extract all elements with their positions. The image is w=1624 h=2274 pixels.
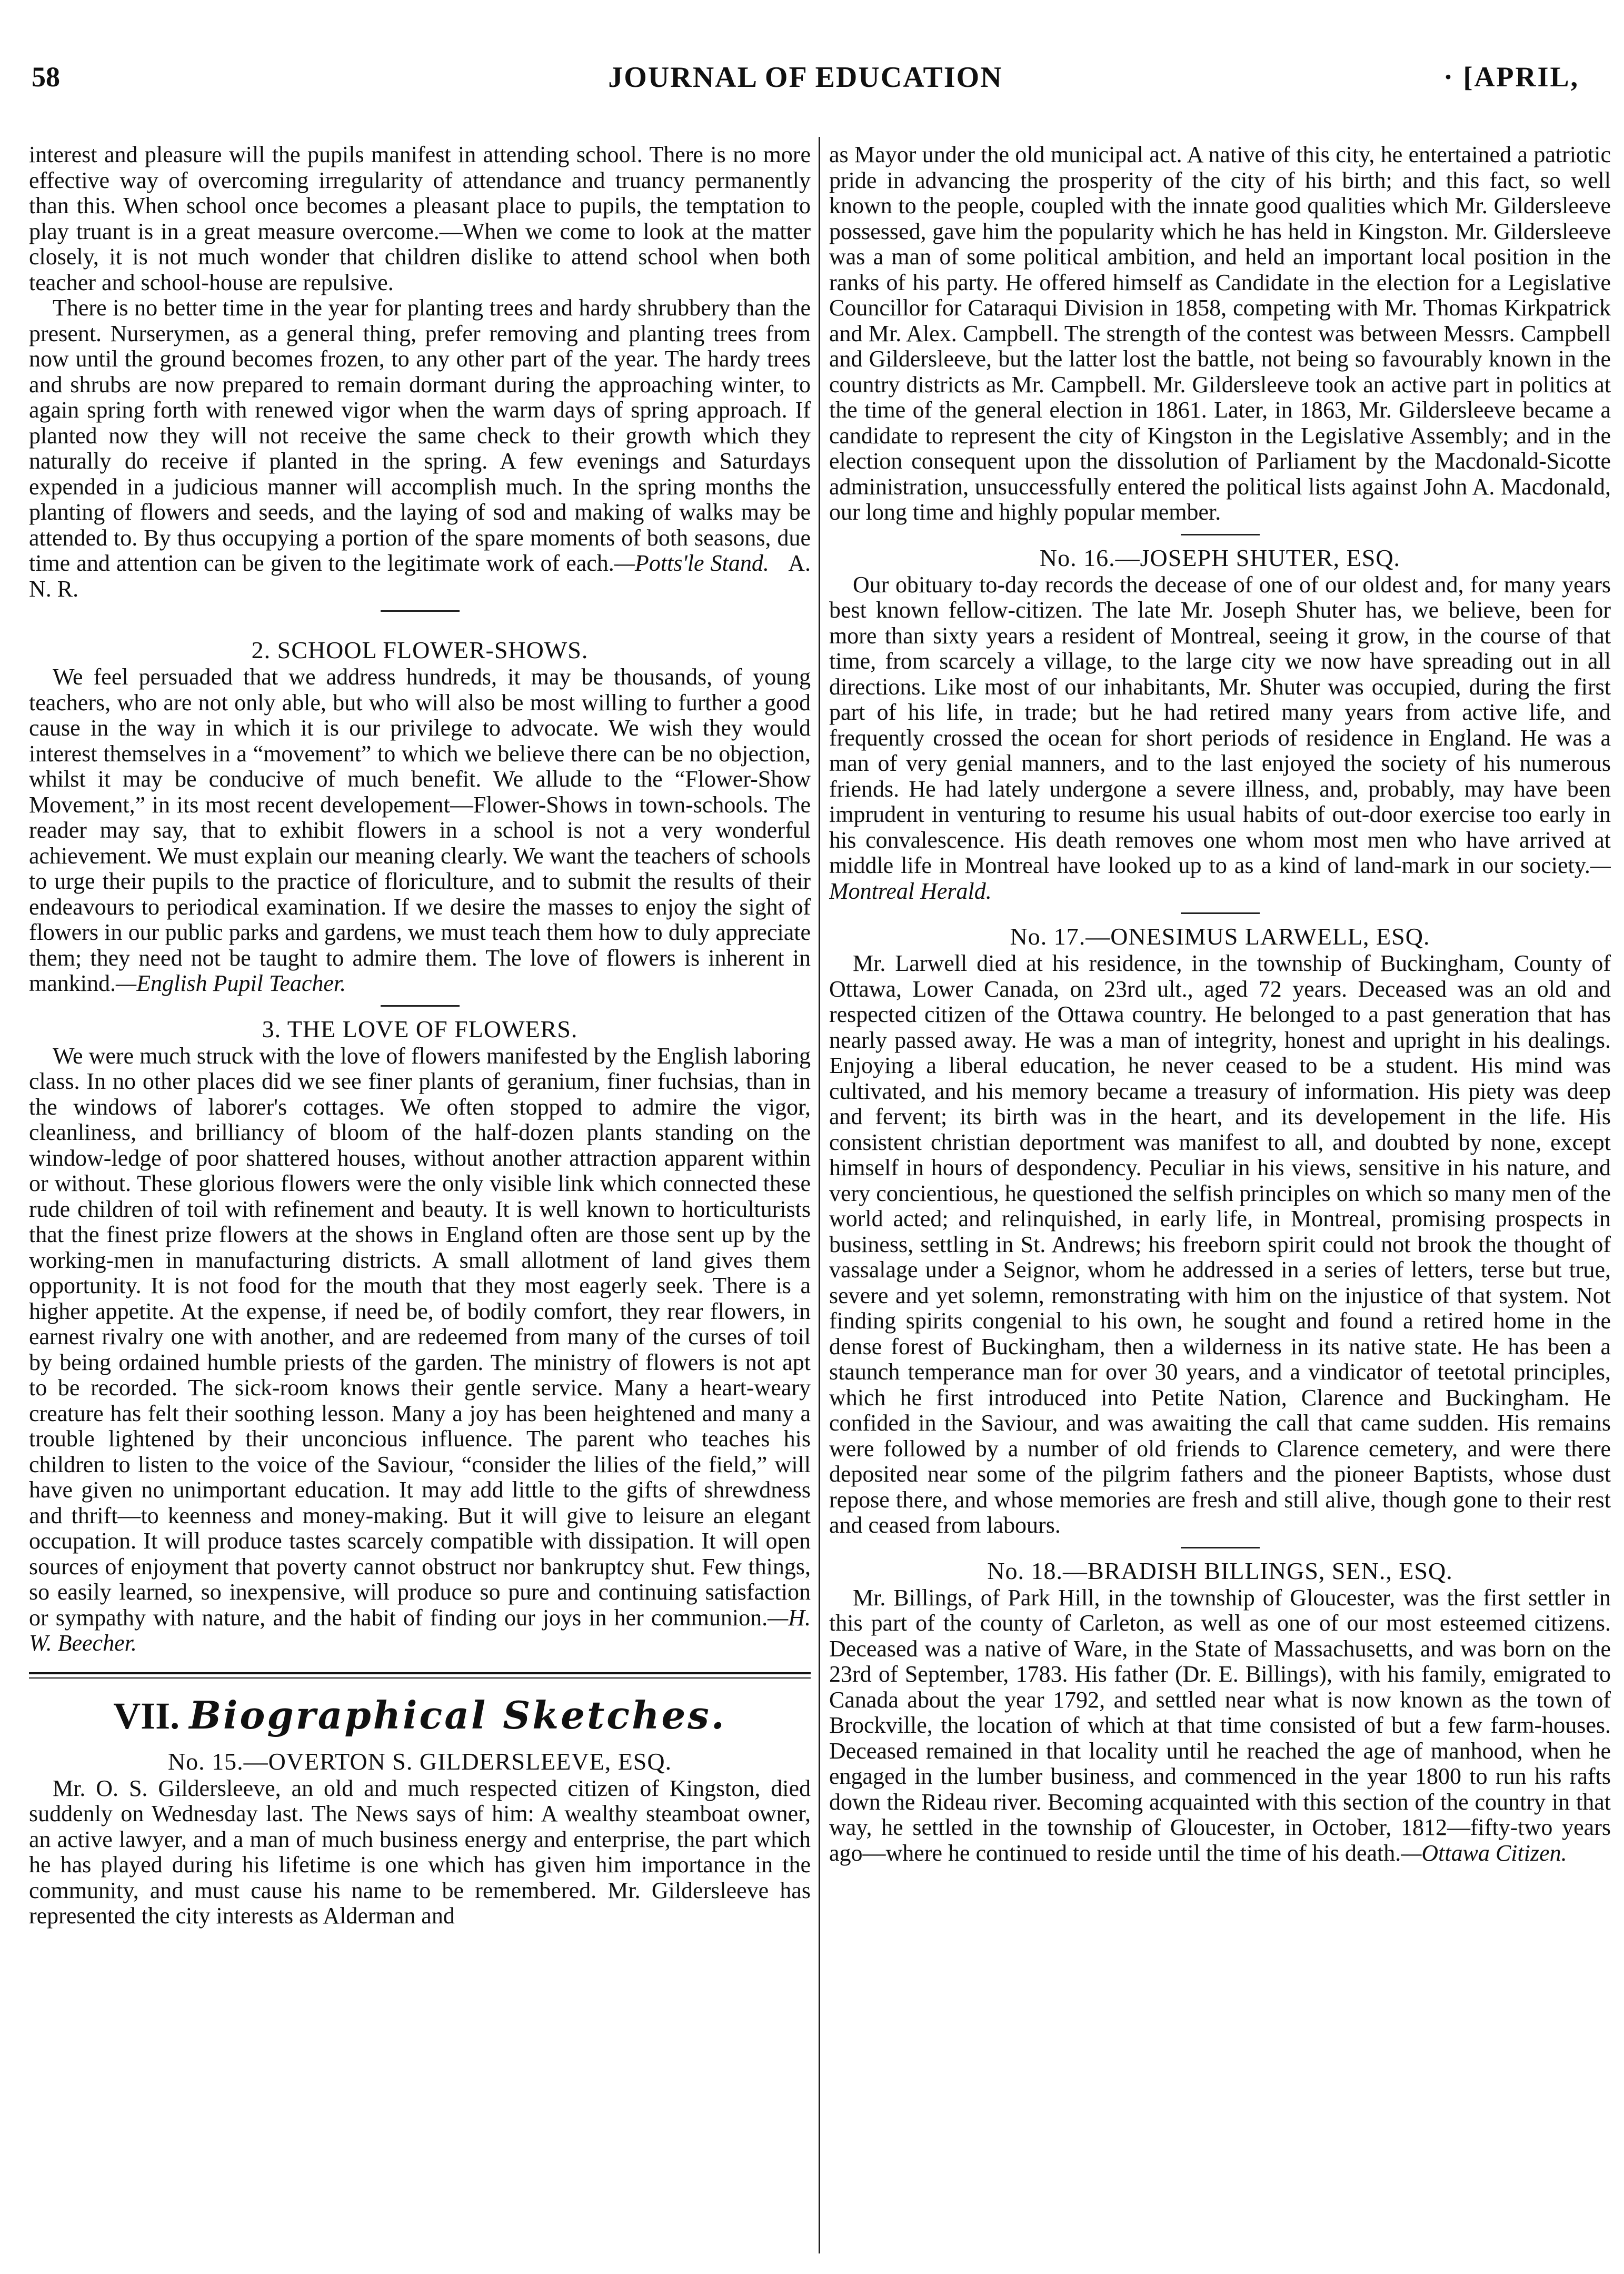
page-number: 58 [32,61,60,93]
journal-title: JOURNAL OF EDUCATION [608,61,1003,94]
source-citation: —H. W. Beecher. [29,1604,811,1656]
source-citation: —Potts'le Stand. [614,550,769,576]
separator [1181,534,1260,535]
separator [1181,912,1260,914]
article-heading: No. 16.—JOSEPH SHUTER, ESQ. [1039,544,1401,571]
section-title: VII. Biographical Sketches. [113,1692,726,1737]
article-heading: No. 17.—ONESIMUS LARWELL, ESQ. [1010,923,1430,950]
paragraph: We were much struck with the love of flowers manifested by the English laboring class. In no other places did we see finer plants of geranium, finer fuchsias, than in the windows of laborer's cottages. We often stopped to admire the vigor, cleanliness, and brilliancy of bloom of the half-dozen plants standing on the window-ledge of poor shattered houses, without another attraction apparent within or without. These glorious flowers were the only visible link which connected these rude children of toil with refinement and beauty. It is well known to horticulturists that the finest prize flowers at the shows in England often are those sent up by the working-men in manufacturing districts. A small allotment of land gives them opportunity. It is not food for the mouth that they most eagerly seek. There is a higher appetite. At the expense, if need be, of bodily comfort, they rear flowers, in earnest rivalry one with another, and are redeemed from many of the curses of toil by being ordained humble priests of the garden. The ministry of flowers is not apt to be recorded. The sick-room knows their gentle service. Many a heart-weary creature has felt their soothing lesson. Many a joy has been heightened and many a trouble lightened by their unconcious influence. The parent who teaches his children to listen to the voice of the Saviour, “consider the lilies of the field,” will have given no unimportant education. It may add little to the gifts of shrewdness and thrift—to keenness and money-making. But it will give to leisure an elegant occupation. It will produce tastes scarcely compatible with dissipation. It will open sources of enjoyment that poverty cannot obstruct nor bankruptcy shut. Few things, so easily learned, so inexpensive, will produce so pure and continuing satisfaction or sympathy with nature, and the habit of finding our joys in her communion.—H. W. Beecher. [29,1042,811,1656]
paragraph: Mr. Billings, of Park Hill, in the township of Gloucester, was the first settler in this part of the county of Carleton, as well as one of our most esteemed citizens. Deceased was a native of Ware, in the State of Massachusetts, and was born on the 23rd of September, 1783. His father (Dr. E. Billings), with his family, emigrated to Canada about the year 1792, and settled near what is now known as the town of Brockville, the location of which at that time consisted of but a few farm-houses. Deceased remained in that locality until he reached the age of manhood, when he engaged in the lumber business, and commenced in the year 1800 to run his rafts down the Rideau river. Becoming acquainted with this section of the country in that way, he settled in the township of Gloucester, in October, 1812—fifty-two years ago—where he continued to reside until the time of his death.—Ottawa Citizen. [829,1584,1611,1866]
paragraph: We feel persuaded that we address hundreds, it may be thousands, of young teachers, who are not only able, but who will also be most willing to further a good cause in the way in which it is our privilege to advocate. We wish they would interest themselves in a “movement” to which we believe there can be no objection, whilst it may be conducive of much benefit. We allude to the “Flower-Show Movement,” in its most recent developement—Flower-Shows in town-schools. The reader may say, that to exhibit flowers in a school is not a very wonderful achievement. We must explain our meaning clearly. We want the teachers of schools to urge their pupils to the practice of floriculture, and to submit the results of their endeavours to periodical examination. If we desire the masses to enjoy the sight of flowers in our public parks and gardens, we must teach them how to duly appreciate them; they need not be taught to admire them. The love of flowers is inherent in mankind.—English Pupil Teacher. [29,664,811,996]
left-column [29,142,811,2243]
issue-month: · [APRIL, [1443,61,1579,93]
source-citation: —English Pupil Teacher. [115,970,346,996]
separator [381,1005,460,1007]
paragraph: interest and pleasure will the pupils manifest in attending school. There is no more effective way of overcoming irregularity of attendance and truancy permanently than this. When school once becomes a pleasant place to pupils, the temptation to play truant is in a great measure overcome.—When we come to look at the matter closely, it is not much wonder that children dislike to attend school when both teacher and school-house are repulsive. [29,142,811,295]
article-heading: No. 15.—OVERTON S. GILDERSLEEVE, ESQ. [167,1747,672,1775]
right-column [829,142,1611,2243]
article-heading: No. 18.—BRADISH BILLINGS, SEN., ESQ. [987,1557,1453,1584]
separator [1181,1547,1260,1548]
paragraph: There is no better time in the year for planting trees and hardy shrubbery than the present. Nurserymen, as a general thing, prefer removing and planting trees from now until the ground becomes frozen, to any other part of the year. The hardy trees and shrubs are now prepared to remain dormant during the approaching winter, to again spring forth with renewed vigor when the warm days of spring approach. If planted now they will not receive the same check to their growth which they naturally do receive if planted in the spring. A few evenings and Saturdays expended in a judicious manner will accomplish much. In the spring months the planting of flowers and seeds, and the laying of sod and making of walks may be attended to. By thus occupying a portion of the spare moments of both seasons, due time and attention can be given to the legitimate work of each.—Potts'le Stand. A. N. R. [29,295,811,602]
article-heading: 2. SCHOOL FLOWER-SHOWS. [251,637,589,663]
source-citation: —Montreal Herald. [829,852,1611,904]
source-citation: —Ottawa Citizen. [1401,1840,1567,1866]
paragraph: Mr. O. S. Gildersleeve, an old and much respected citizen of Kingston, died suddenly on Wednesday last. The News says of him: A wealthy steamboat owner, an active lawyer, and a man of much business energy and enterprise, the part which he has played during his lifetime is one which has given him importance in the community, and must cause his name to be remembered. Mr. Gildersleeve has represented the city interests as Alderman and [29,1775,811,1929]
column-divider [819,137,820,2253]
author-initials: A. N. R. [29,550,811,602]
separator [381,610,460,612]
paragraph: as Mayor under the old municipal act. A native of this city, he entertained a patriotic pride in advancing the prosperity of the city of his birth; and this fact, so well known to the people, coupled with the innate good qualities which Mr. Gildersleeve possessed, gave him the popularity which he has held in Kingston. Mr. Gildersleeve was a man of some political ambition, and held an important local position in the ranks of his party. He offered himself as Candidate in the election for a Legislative Councillor for Cataraqui Division in 1858, competing with Mr. Thomas Kirkpatrick and Mr. Alex. Campbell. The strength of the contest was between Messrs. Campbell and Gildersleeve, but the latter lost the battle, not being so favourably known in the country districts as Mr. Campbell. Mr. Gildersleeve took an active part in politics at the time of the general election in 1861. Later, in 1863, Mr. Gildersleeve became a candidate to represent the city of Kingston in the Legislative Assembly; and in the election consequent upon the dissolution of Parliament by the Macdonald-Sicotte administration, unsuccessfully entered the political lists against John A. Macdonald, our long time and highly popular member. [829,142,1611,525]
article-heading: 3. THE LOVE OF FLOWERS. [262,1015,578,1042]
page-header [32,61,1579,108]
paragraph: Our obituary to-day records the decease of one of our oldest and, for many years best known fellow-citizen. The late Mr. Joseph Shuter has, we believe, been for more than sixty years a resident of Montreal, seeing it grow, in the course of that time, from scarcely a village, to the large city we now have spreading out in all directions. Like most of our inhabitants, Mr. Shuter was occupied, during the first part of his life, in trade; but he had retired many years from active life, and frequently crossed the ocean for short periods of residence in England. He was a man of very genial manners, and to the last enjoyed the society of his numerous friends. He had lately undergone a severe illness, and, probably, may have been imprudent in venturing to resume his usual habits of out-door exercise too early in his convalescence. His death removes one whom most men who have arrived at middle life in Montreal have looked up to as a kind of land-mark in our society.—Montreal Herald. [829,571,1611,904]
section-rule [29,1672,811,1679]
paragraph: Mr. Larwell died at his residence, in the township of Buckingham, County of Ottawa, Lower Canada, on 23rd ult., aged 72 years. Deceased was an old and respected citizen of the Ottawa country. He belonged to a past generation that has nearly passed away. He was a man of integrity, honest and upright in his dealings. Enjoying a liberal education, he never ceased to be a student. His mind was cultivated, and his memory became a treasury of information. His piety was deep and fervent; its birth was in the heart, and its developement in the life. His consistent christian deportment was manifest to all, and doubted by none, except himself in hours of despondency. Peculiar in his views, sensitive in his nature, and very concientious, he questioned the selfish principles on which so many men of the world acted; and relinquished, in early life, in Montreal, promising prospects in business, settling in St. Andrews; his freeborn spirit could not brook the thought of vassalage under a Seignor, whom he addressed in a series of letters, terse but true, severe and yet solemn, remonstrating with him on the injustice of that system. Not finding spirits congenial to his own, he sought and found a retired home in the dense forest of Buckingham, then a wilderness in its native state. He has been a staunch temperance man for over 30 years, and a vindicator of teetotal principles, which he first introduced into Petite Nation, Clarence and Buckingham. He confided in the Saviour, and was awaiting the call that came sudden. His remains were followed by a number of old friends to Clarence cemetery, and were there deposited near some of the pilgrim fathers and the pioneer Baptists, whose dust repose there, and whose memories are fresh and still alive, though gone to their rest and ceased from labours. [829,950,1611,1538]
